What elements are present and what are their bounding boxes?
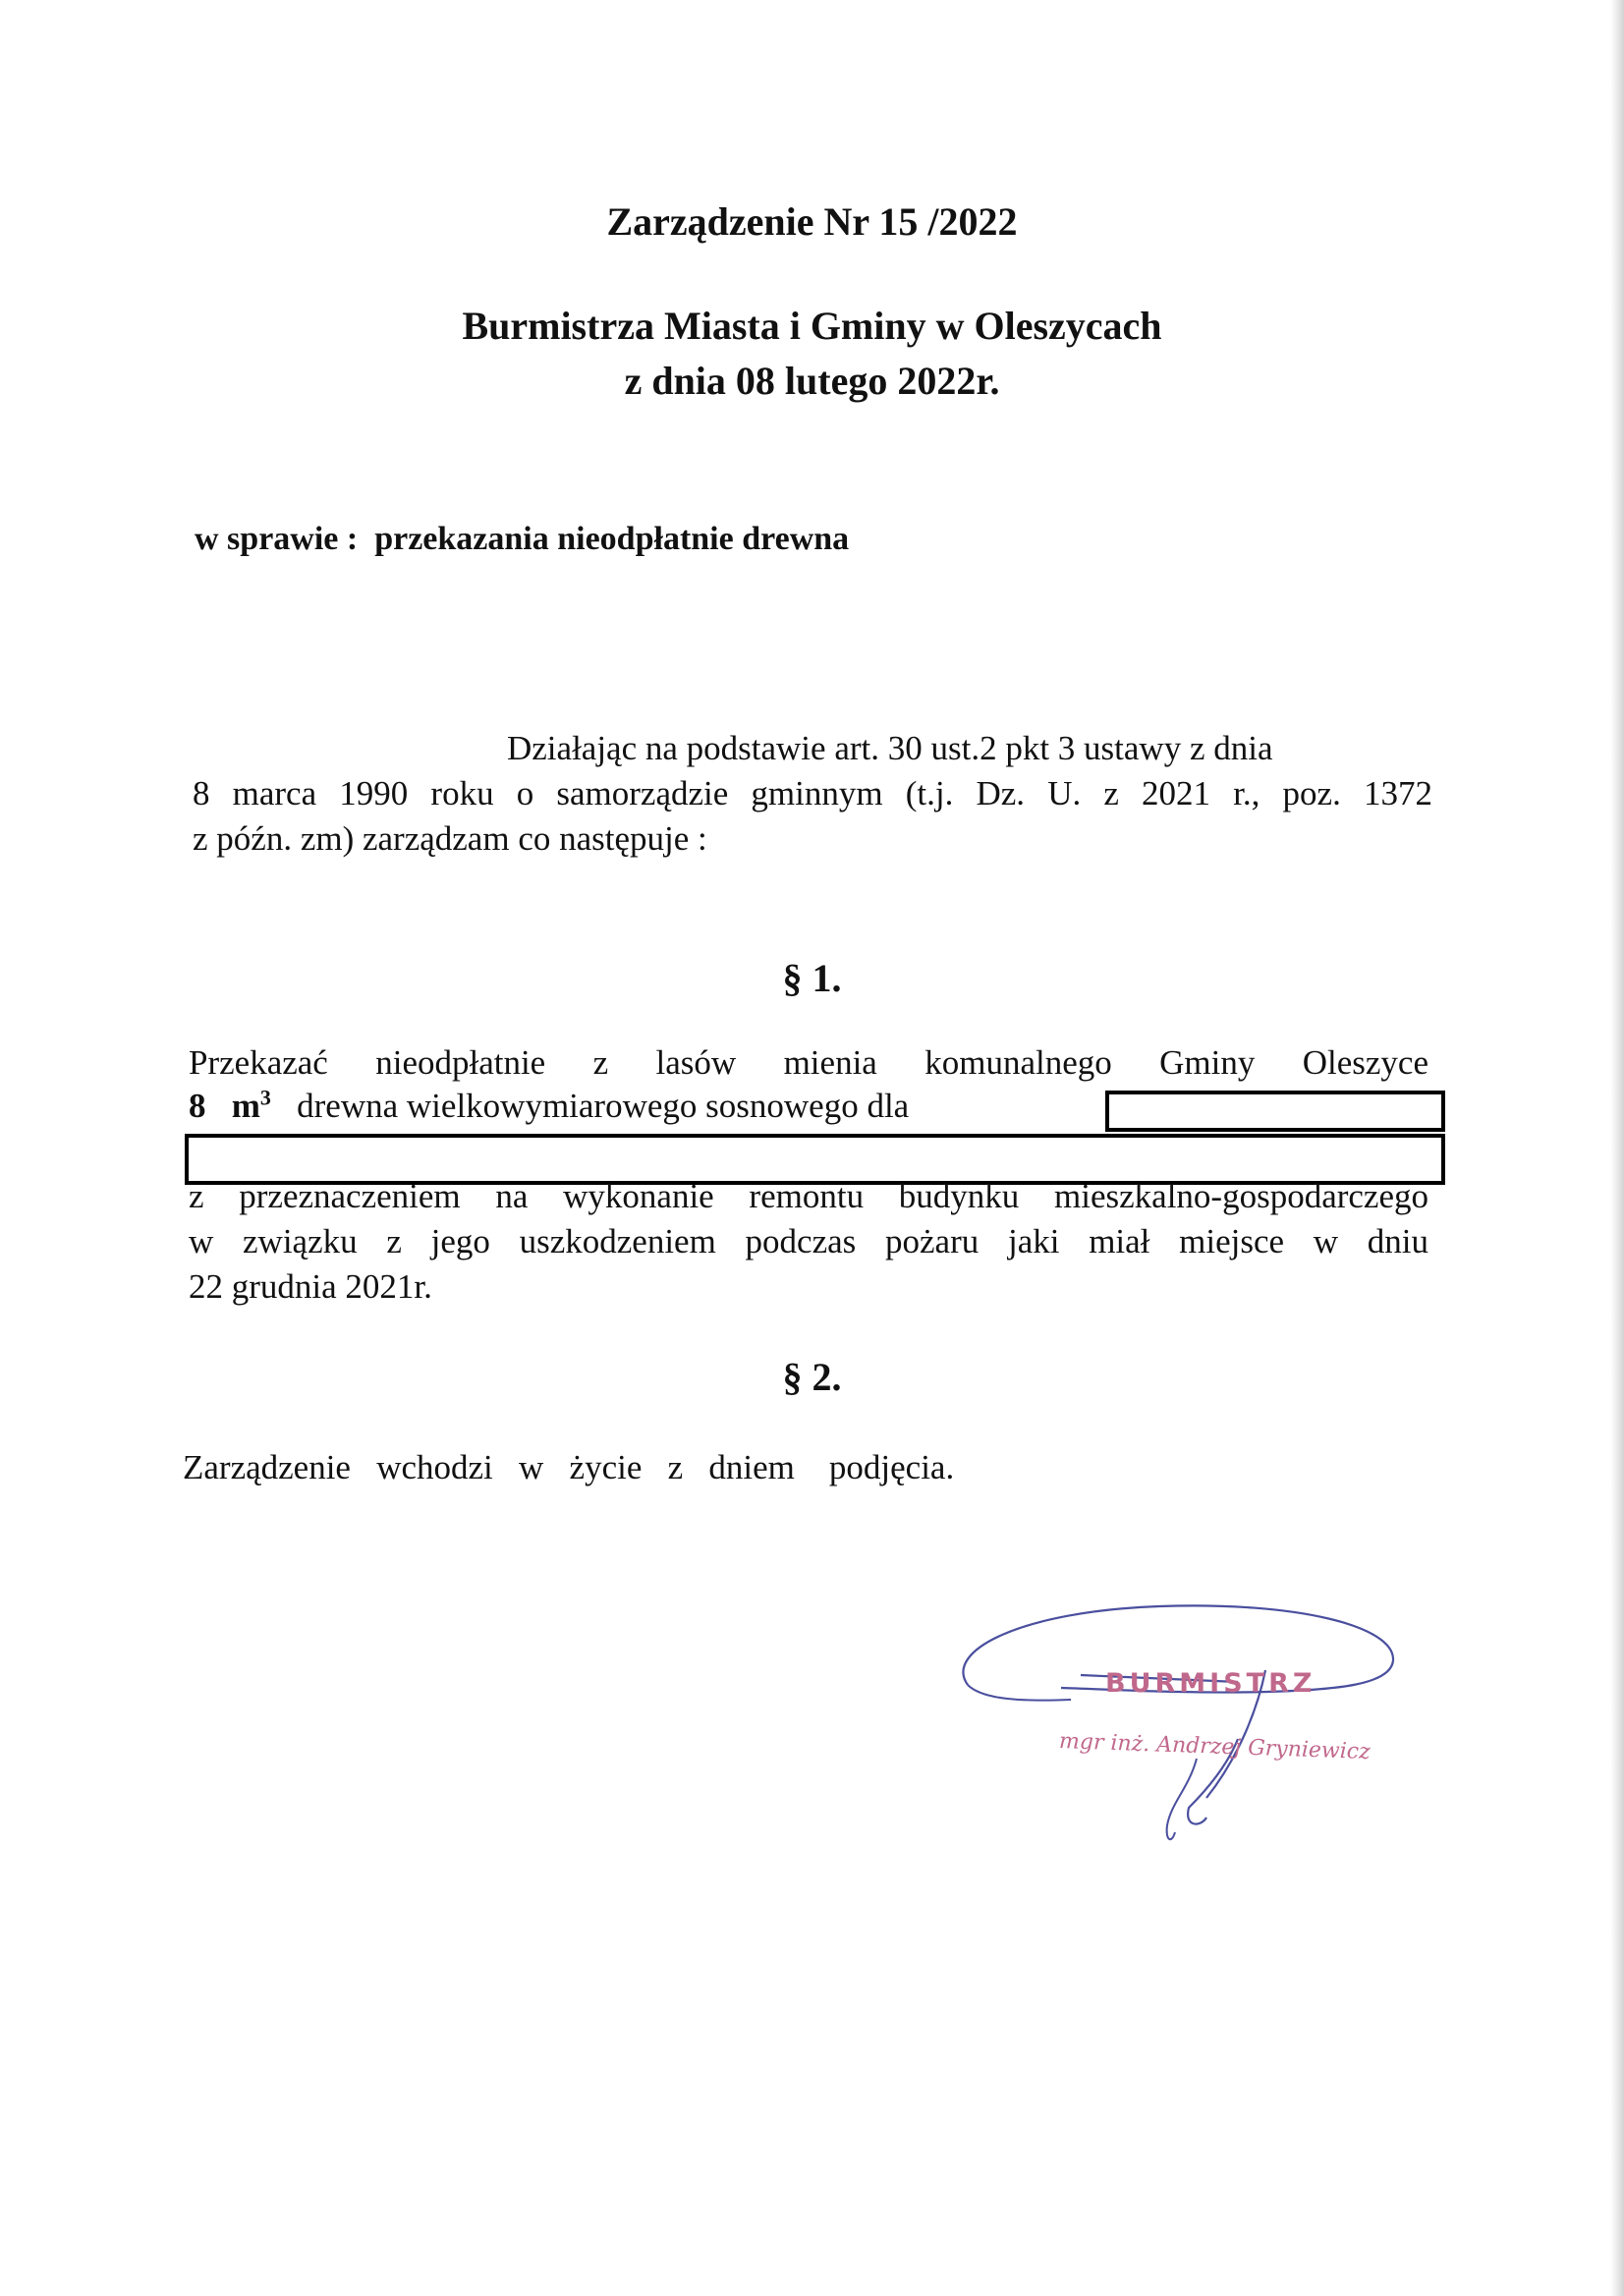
stamp-title: BURMISTRZ [1105, 1668, 1316, 1699]
preamble-line-3: z późn. zm) zarządzam co następuje : [193, 819, 707, 858]
document-title: Zarządzenie Nr 15 /2022 [606, 199, 1018, 244]
section-1-line-2-text: drewna wielkowymiarowego sosnowego dla [297, 1087, 910, 1125]
document-date: z dnia 08 lutego 2022r. [624, 359, 1000, 403]
stamp-name: mgr inż. Andrzej Gryniewicz [1058, 1729, 1372, 1765]
redaction-box-recipient [1105, 1091, 1445, 1132]
preamble-line-1: Działając na podstawie art. 30 ust.2 pkt 3 ustawy z dnia [507, 729, 1273, 767]
section-1-line-4: w związku z jego uszkodzeniem podczas pożaru jaki miał miejsce w dniu [189, 1222, 1428, 1260]
section-1-line-2 [189, 1087, 909, 1126]
preamble-line-2: 8 marca 1990 roku o samorządzie gminnym (t.j. Dz. U. z 2021 r., poz. 1372 [193, 774, 1432, 812]
wood-amount: 8 [189, 1087, 206, 1125]
official-stamp-signature [943, 1592, 1405, 1847]
wood-unit: m [231, 1087, 260, 1125]
document-issuer: Burmistrza Miasta i Gminy w Oleszycach [462, 304, 1162, 348]
section-1-line-5: 22 grudnia 2021r. [189, 1267, 432, 1306]
section-2-text: Zarządzenie wchodzi w życie z dniem podjęcia. [183, 1448, 955, 1486]
signature-flourish-lower [1167, 1759, 1197, 1839]
document-subject: w sprawie : przekazania nieodpłatnie drewna [195, 521, 850, 557]
section-1-mark: § 1. [782, 956, 842, 1000]
section-2-mark: § 2. [782, 1355, 842, 1399]
wood-unit-exponent: 3 [259, 1085, 271, 1110]
section-1-line-1: Przekazać nieodpłatnie z lasów mienia komunalnego Gminy Oleszyce [189, 1043, 1428, 1082]
signature-loop-tail [968, 1685, 1071, 1701]
section-1-line-3: z przeznaczeniem na wykonanie remontu budynku mieszkalno-gospodarczego [189, 1177, 1428, 1215]
